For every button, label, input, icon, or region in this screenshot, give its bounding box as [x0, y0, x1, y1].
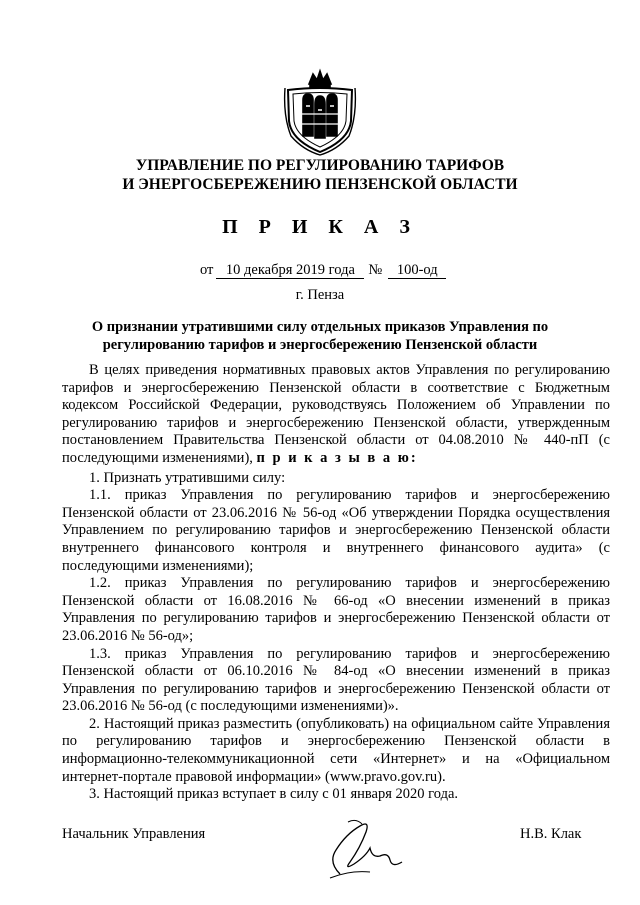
preamble-emphasis: п р и к а з ы в а ю: [256, 449, 418, 466]
preamble-text: В целях приведения нормативных правовых актов Управления по регулированию тарифов и энергосбережению Пензенской области в соответствие с Бюджетным кодексом Российской Федерации, руководствуясь Положением об Управлении по регулированию тарифов и энергосбережению Пензенской области, утвержденным постановлением Правительства Пензенской области от 04.08.2010 № 440-пП (с последующими изменениями), [62, 362, 610, 466]
item-2: 2. Настоящий приказ разместить (опубликовать) на официальном сайте Управления по регулированию тарифов и энергосбережению Пензенской области в информационно-телекоммуникационной сети «Интернет» и на «Официальном интернет-портале правовой информации» (www.pravo.gov.ru). [62, 715, 610, 785]
item-1-3: 1.3. приказ Управления по регулированию тарифов и энергосбережению Пензенской области от 06.10.2016 № 84-од «О внесении изменений в приказ Управления по регулированию тарифов и энергосбережению Пензенской области от 23.06.2016 № 56-од (с последующими изменениями)». [62, 645, 610, 715]
city: г. Пенза [295, 287, 345, 303]
signatory-position: Начальник Управления [62, 826, 206, 842]
order-subject: О признании утратившими силу отдельных приказов Управления по регулированию тарифов и энергосбережению Пензенской области [91, 319, 549, 353]
item-3: 3. Настоящий приказ вступает в силу с 01 января 2020 года. [89, 786, 459, 803]
date-number-line [200, 262, 446, 279]
number-sign: № [368, 262, 383, 278]
document-title: П Р И К А З [222, 216, 418, 238]
agency-name-line1: УПРАВЛЕНИЕ ПО РЕГУЛИРОВАНИЮ ТАРИФОВ [135, 157, 505, 174]
order-number: 100-од [388, 262, 446, 279]
signature-icon [310, 812, 410, 882]
item-1: 1. Признать утратившими силу: [89, 469, 286, 486]
item-1-2: 1.2. приказ Управления по регулированию тарифов и энергосбережению Пензенской области от 16.08.2016 № 66-од «О внесении изменений в приказ Управления по регулированию тарифов и энергосбережению Пензенской области от 23.06.2016 № 56-од»; [62, 575, 610, 644]
date-prefix: от [200, 262, 214, 278]
signatory-name: Н.В. Клак [520, 826, 582, 842]
order-date: 10 декабря 2019 года [216, 262, 364, 279]
document-body [62, 362, 610, 804]
agency-name-line2: И ЭНЕРГОСБЕРЕЖЕНИЮ ПЕНЗЕНСКОЙ ОБЛАСТИ [122, 176, 518, 193]
coat-of-arms-icon [283, 66, 357, 156]
item-1-1: 1.1. приказ Управления по регулированию тарифов и энергосбережению Пензенской области от 23.06.2016 № 56-од «Об утверждении Порядка осуществления Управлением по регулированию тарифов и энергосбережению Пензенской области внутреннего финансового контроля и внутреннего финансового аудита» (с последующими изменениями); [62, 487, 610, 574]
preamble-paragraph [62, 362, 610, 468]
